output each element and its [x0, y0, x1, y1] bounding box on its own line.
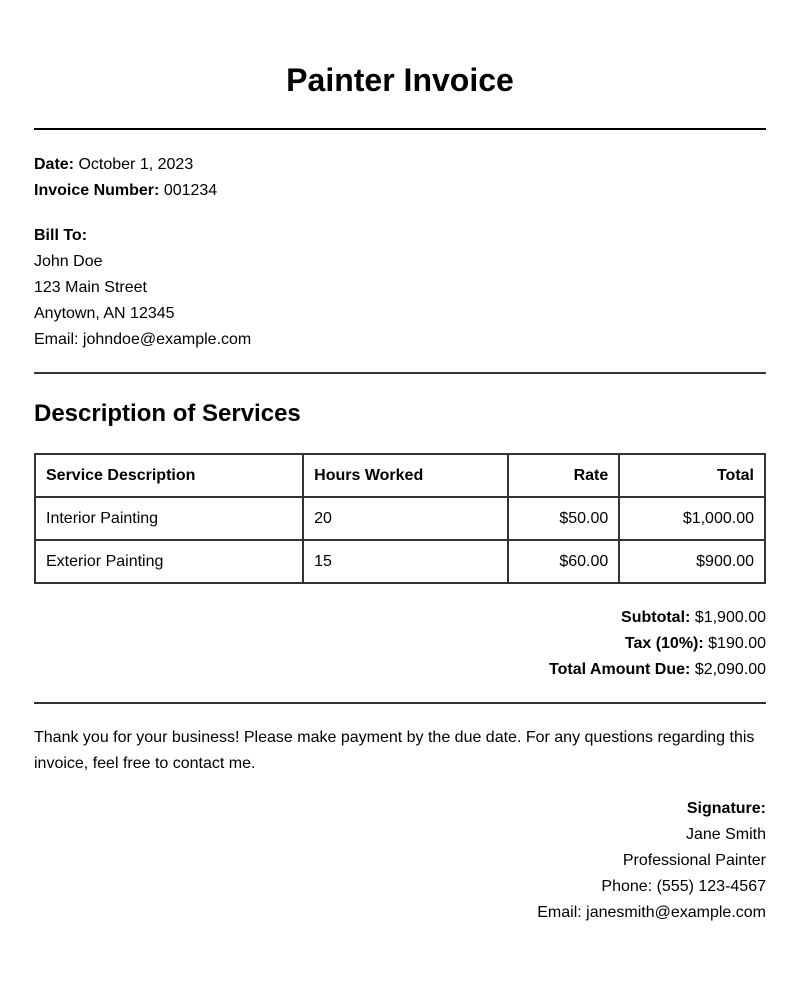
date-label: Date:: [34, 156, 75, 173]
section-divider: [34, 372, 766, 374]
signature-label: Signature:: [686, 800, 766, 817]
total-due-value: $2,090.00: [694, 661, 766, 678]
page-title: Painter Invoice: [286, 62, 514, 98]
totals-block: [34, 605, 766, 683]
cell-total: $1,000.00: [619, 497, 765, 540]
table-header-row: [35, 454, 765, 497]
tax-line: [34, 631, 766, 657]
table-row: [35, 497, 765, 540]
cell-total: $900.00: [619, 540, 765, 583]
subtotal-value: $1,900.00: [694, 609, 766, 626]
column-header-total: Total: [619, 454, 765, 497]
cell-rate: $50.00: [508, 497, 619, 540]
signature-email: Email: janesmith@example.com: [537, 904, 766, 921]
title-divider: [34, 128, 766, 130]
bill-to-street: 123 Main Street: [34, 279, 147, 296]
date-line: [34, 152, 766, 178]
invoice-number-line: [34, 178, 766, 204]
bill-to-name: John Doe: [34, 253, 103, 270]
signature-name: Jane Smith: [685, 826, 766, 843]
subtotal-line: [34, 605, 766, 631]
tax-label: Tax (10%):: [624, 635, 704, 652]
services-table: [34, 453, 766, 584]
services-heading: Description of Services: [34, 400, 301, 427]
invoice-number-value: 001234: [163, 182, 218, 199]
bill-to-city: Anytown, AN 12345: [34, 305, 175, 322]
footer-divider: [34, 702, 766, 704]
bill-to-block: [34, 223, 766, 353]
tax-value: $190.00: [708, 635, 766, 652]
total-due-line: [34, 657, 766, 683]
cell-hours: 20: [303, 497, 508, 540]
bill-to-email: Email: johndoe@example.com: [34, 331, 252, 348]
cell-rate: $60.00: [508, 540, 619, 583]
cell-description: Interior Painting: [35, 497, 303, 540]
signature-phone: Phone: (555) 123-4567: [601, 878, 766, 895]
signature-role: Professional Painter: [622, 852, 766, 869]
total-due-label: Total Amount Due:: [549, 661, 691, 678]
column-header-description: Service Description: [35, 454, 303, 497]
invoice-number-label: Invoice Number:: [34, 182, 160, 199]
invoice-page: [34, 0, 766, 926]
date-value: October 1, 2023: [78, 156, 194, 173]
signature-block: [34, 796, 766, 926]
column-header-hours: Hours Worked: [303, 454, 508, 497]
invoice-meta: [34, 152, 766, 204]
thank-you-note: Thank you for your business! Please make payment by the due date. For any questions regarding this invoice, feel free to contact me.: [34, 729, 755, 772]
table-row: [35, 540, 765, 583]
subtotal-label: Subtotal:: [621, 609, 691, 626]
column-header-rate: Rate: [508, 454, 619, 497]
cell-description: Exterior Painting: [35, 540, 303, 583]
bill-to-label: Bill To:: [34, 227, 88, 244]
cell-hours: 15: [303, 540, 508, 583]
